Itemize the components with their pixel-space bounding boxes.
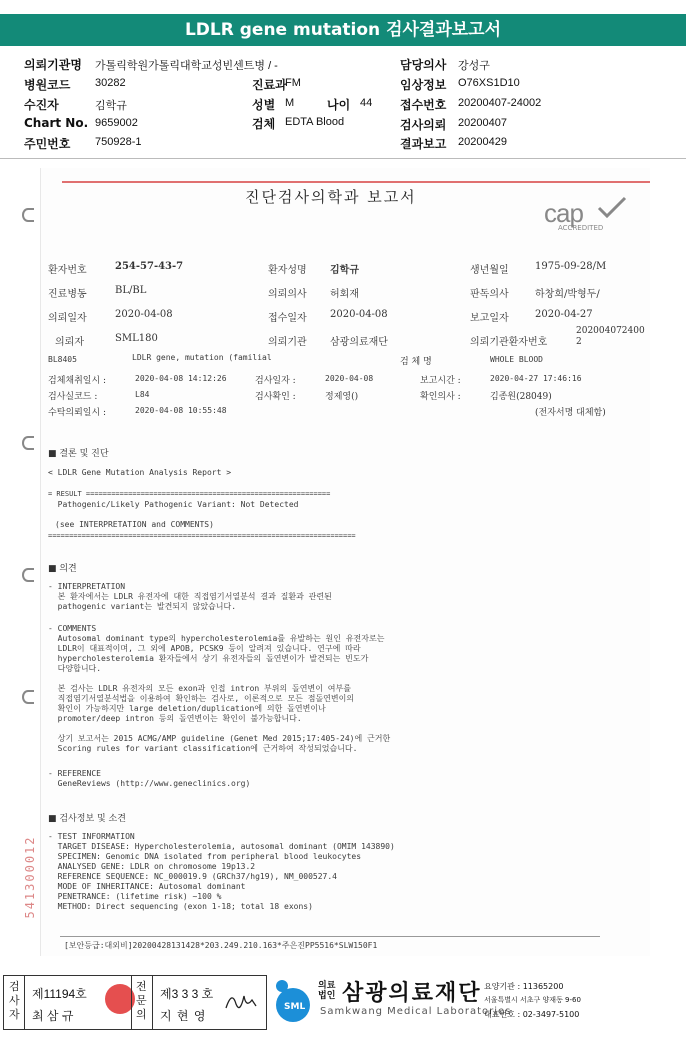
req-date-label: 의뢰일자 — [48, 313, 87, 324]
side-serial: 541300012 — [23, 835, 37, 919]
examiner-id: 제11194호 — [32, 987, 87, 1001]
comment-line: 상기 보고서는 2015 ACMG/AMP guideline (Genet Med 2015;17:405-24)에 근거한 — [48, 734, 391, 743]
req-doctor-value: 허회재 — [330, 289, 359, 300]
punch-hole-icon — [22, 436, 34, 450]
label-age: 나이 — [327, 98, 351, 112]
interpretation-block — [48, 582, 332, 612]
comment-line: Scoring rules for variant classification에 근거하여 작성되었습니다. — [48, 744, 358, 753]
value-rrn: 750928-1 — [95, 136, 142, 148]
comment-line: 본 검사는 LDLR 유전자의 모든 exon과 인접 intron 부위의 돌연변이 여부를 — [48, 684, 351, 693]
receive-value: 2020-04-08 10:55:48 — [135, 406, 227, 415]
see-note: (see INTERPRETATION and COMMENTS) — [55, 520, 214, 529]
test-info-line: MODE OF INHERITANCE: Autosomal dominant — [48, 882, 246, 891]
result-text: Pathogenic/Likely Pathogenic Variant: Not Detected — [48, 500, 299, 509]
req-date-value: 2020-04-08 — [115, 309, 173, 320]
label-specimen: 검체 — [252, 117, 276, 131]
lab-code-value: L84 — [135, 390, 150, 399]
test-info-line: METHOD: Direct sequencing (exon 1-18; total 18 exons) — [48, 902, 313, 911]
label-request-date: 검사의뢰 — [400, 118, 447, 132]
result-footer: ========================================================================= — [48, 532, 356, 540]
value-org: 가톨릭학원가톨릭대학교성빈센트병 / - — [95, 60, 278, 72]
checkmark-icon — [597, 196, 627, 218]
value-dept: FM — [285, 77, 301, 89]
patient-name-label: 환자성명 — [268, 265, 307, 276]
label-doctor: 담당의사 — [400, 58, 447, 72]
punch-hole-icon — [22, 690, 34, 704]
header-divider — [0, 158, 686, 159]
confirm-doctor-label: 확인의사 : — [420, 392, 461, 402]
birth-value: 1975-09-28/M — [535, 261, 607, 272]
sml-logo-icon — [272, 978, 314, 1024]
comment-spacer — [48, 674, 390, 684]
punch-hole-icon — [22, 568, 34, 582]
test-info-line: - TEST INFORMATION — [48, 832, 135, 841]
reading-doctor-value: 하창희/박형두/ — [535, 289, 600, 300]
requester-label: 의뢰자 — [55, 337, 84, 348]
test-info-line: PENETRANCE: (lifetime risk) ~100 % — [48, 892, 222, 901]
ward-label: 진료병동 — [48, 289, 87, 300]
birth-label: 생년월일 — [470, 265, 509, 276]
specialist-name: 지 현 영 — [160, 1009, 207, 1023]
recv-date-value: 2020-04-08 — [330, 309, 388, 320]
signature-icon — [222, 988, 260, 1016]
comment-line: 확인이 가능하지만 large deletion/duplication에 의한 돌연변이나 — [48, 704, 326, 713]
result-header: = RESULT ========================================================== — [48, 490, 331, 498]
collect-value: 2020-04-08 14:12:26 — [135, 374, 227, 383]
label-rrn: 주민번호 — [24, 137, 71, 151]
org-address: 서울특별시 서초구 양재동 9-60 — [484, 996, 581, 1004]
org-patient-no-value-2: 2 — [576, 337, 582, 347]
ward-value: BL/BL — [115, 285, 147, 296]
value-age: 44 — [360, 97, 373, 109]
report-date-value: 2020-04-27 — [535, 309, 593, 320]
confirm-doctor-value: 김종원(28049) — [490, 392, 552, 402]
value-request-date: 20200407 — [458, 117, 507, 129]
analysis-title: < LDLR Gene Mutation Analysis Report > — [48, 468, 232, 477]
label-accession: 접수번호 — [400, 98, 447, 112]
req-doctor-label: 의뢰의사 — [268, 289, 307, 300]
org-phone: 대표번호 : 02-3497-5100 — [484, 1010, 580, 1019]
test-info-line: TARGET DISEASE: Hypercholesterolemia, autosomal dominant (OMIM 143890) — [48, 842, 395, 851]
value-name: 김학규 — [95, 100, 127, 112]
label-sex: 성별 — [252, 98, 276, 112]
test-name: LDLR gene, mutation (familial — [132, 353, 272, 362]
value-chart: 9659002 — [95, 117, 138, 129]
label-name: 수진자 — [24, 98, 59, 112]
label-chart: Chart No. — [24, 116, 89, 130]
value-doctor: 강성구 — [458, 60, 490, 72]
value-clinical: O76XS1D10 — [458, 77, 520, 89]
comment-line: - COMMENTS — [48, 624, 97, 633]
test-info-line: ANALYSED GENE: LDLR on chromosome 19p13.2 — [48, 862, 256, 871]
test-date-label: 검사일자 : — [255, 376, 296, 386]
interp-line: - INTERPRETATION — [48, 582, 126, 591]
specialist-label: 전 문 의 — [136, 980, 147, 1021]
cap-logo: cap — [544, 198, 583, 228]
comment-spacer — [48, 724, 390, 734]
examiner-name: 최 삼 규 — [32, 1009, 74, 1023]
org-name-en: Samkwang Medical Laboratories — [320, 1006, 512, 1017]
section-opinion: ■ 의견 — [48, 564, 77, 574]
org-code: 요양기관 : 11365200 — [484, 982, 564, 991]
section-conclusion: ■ 결론 및 진단 — [48, 449, 109, 459]
svg-text:SML: SML — [284, 1002, 306, 1012]
reading-doctor-label: 판독의사 — [470, 289, 509, 300]
org-patient-no-label: 의뢰기관환자번호 — [470, 337, 548, 348]
org-patient-no-value: 202004072400 — [576, 326, 645, 336]
test-date-value: 2020-04-08 — [325, 374, 374, 383]
receive-label: 수탁의뢰일시 : — [48, 408, 107, 418]
test-info-line: SPECIMEN: Genomic DNA isolated from peripheral blood leukocytes — [48, 852, 362, 861]
label-report-date: 결과보고 — [400, 137, 447, 151]
reference-block — [48, 769, 250, 789]
req-org-label: 의뢰기관 — [268, 337, 307, 348]
test-confirm-value: 정제영() — [325, 392, 359, 402]
signature-note: (전자서명 대체함) — [535, 408, 606, 418]
section-test-info: ■ 검사정보 및 소견 — [48, 814, 126, 824]
security-divider — [60, 936, 600, 937]
lab-code-label: 검사실코드 : — [48, 392, 98, 402]
comment-line: 다양합니다. — [48, 664, 102, 673]
patient-name-value: 김학규 — [330, 265, 359, 276]
report-title: LDLR gene mutation 검사결과보고서 — [0, 14, 686, 46]
examiner-label: 검 사 자 — [9, 980, 20, 1021]
comment-line: Autosomal dominant type의 hypercholesterolemia를 유발하는 원인 유전자로는 — [48, 634, 385, 643]
label-clinical: 임상정보 — [400, 78, 447, 92]
collect-label: 검체채취일시 : — [48, 376, 107, 386]
value-accession: 20200407-24002 — [458, 97, 542, 109]
req-org-value: 삼광의료재단 — [330, 337, 388, 348]
comment-line: hypercholesterolemia 환자들에서 상기 유전자들의 돌연변이가 발견되는 빈도가 — [48, 654, 369, 663]
report-date-label: 보고일자 — [470, 313, 509, 324]
value-report-date: 20200429 — [458, 136, 507, 148]
value-specimen: EDTA Blood — [285, 116, 345, 128]
report-heading: 진단검사의학과 보고서 — [245, 188, 417, 206]
label-org: 의뢰기관명 — [24, 58, 82, 72]
cap-accredited: ACCREDITED — [558, 224, 604, 232]
comment-line: promoter/deep intron 등의 돌연변이는 확인이 불가능합니다. — [48, 714, 302, 723]
org-prefix: 의료 법인 — [318, 981, 336, 1001]
requester-value: SML180 — [115, 333, 158, 344]
label-dept: 진료과 — [252, 78, 287, 92]
value-sex: M — [285, 97, 295, 109]
test-code: BL8405 — [48, 355, 77, 364]
comment-line: LDLR이 대표적이며, 그 외에 APOB, PCSK9 등이 알려져 있습니다. 연구에 따라 — [48, 644, 361, 653]
org-name: 삼광의료재단 — [342, 981, 482, 1006]
patient-no-label: 환자번호 — [48, 265, 87, 276]
report-time-label: 보고시간 : — [420, 376, 461, 386]
test-info-line: REFERENCE SEQUENCE: NC_000019.9 (GRCh37/hg19), NM_000527.4 — [48, 872, 337, 881]
interp-line: pathogenic variant는 발견되지 않았습니다. — [48, 602, 237, 611]
specimen-value: WHOLE BLOOD — [490, 355, 543, 364]
specimen-label: 검 체 명 — [400, 357, 432, 367]
interp-line: 본 환자에서는 LDLR 유전자에 대한 직접염기서열분석 결과 질환과 관련된 — [48, 592, 332, 601]
test-info-block — [48, 832, 395, 912]
patient-no-value: 254-57-43-7 — [115, 261, 184, 272]
recv-date-label: 접수일자 — [268, 313, 307, 324]
label-code: 병원코드 — [24, 78, 71, 92]
report-top-line — [62, 181, 650, 183]
report-time-value: 2020-04-27 17:46:16 — [490, 374, 582, 383]
comment-line: 직접염기서열분석법을 이용하여 확인하는 검사로, 이론적으로 모든 점돌연변이의 — [48, 694, 355, 703]
punch-hole-icon — [22, 208, 34, 222]
reference-line: GeneReviews (http://www.geneclinics.org) — [48, 779, 251, 788]
security-line: [보안등급:대외비]20200428131428*203.249.210.163*주은진PP5516*SLW150F1 — [64, 941, 378, 950]
value-code: 30282 — [95, 77, 126, 89]
specialist-id: 제3 3 3 호 — [160, 987, 214, 1001]
comments-block — [48, 624, 390, 754]
reference-line: - REFERENCE — [48, 769, 101, 778]
test-confirm-label: 검사확인 : — [255, 392, 296, 402]
